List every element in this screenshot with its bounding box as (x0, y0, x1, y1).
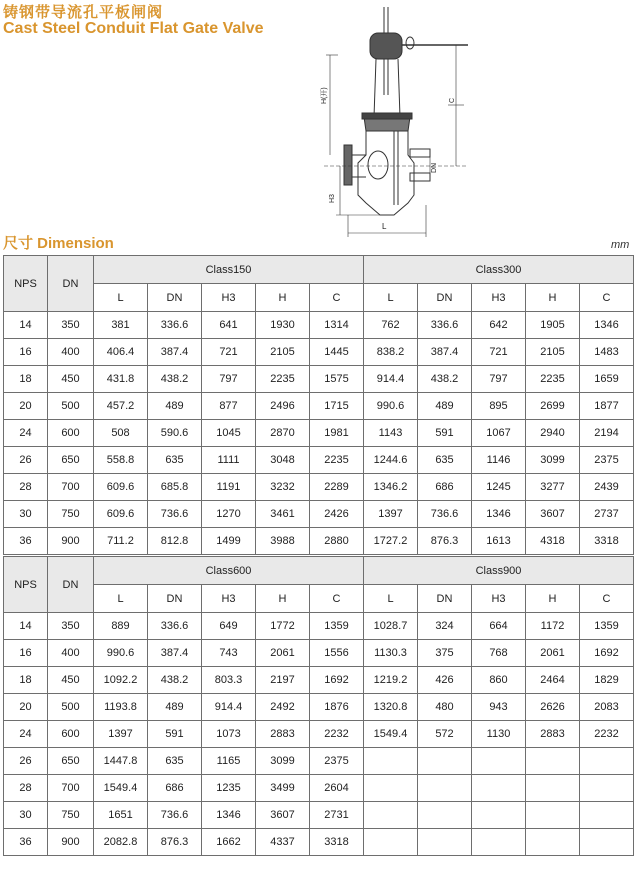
table-cell: 1111 (202, 447, 256, 474)
header-sub-dn: DN (418, 284, 472, 312)
table-cell: 591 (418, 420, 472, 447)
table-cell (580, 829, 634, 856)
header-sub-h: H (256, 284, 310, 312)
table-cell: 1549.4 (364, 721, 418, 748)
table-cell: 2940 (526, 420, 580, 447)
table-row (4, 393, 634, 420)
header-sub-l: L (364, 585, 418, 613)
table-cell: 1130.3 (364, 640, 418, 667)
table-cell: 558.8 (94, 447, 148, 474)
table-cell: 2082.8 (94, 829, 148, 856)
table-cell: 649 (202, 613, 256, 640)
table-cell: 2439 (580, 474, 634, 501)
table-cell: 2061 (526, 640, 580, 667)
table-cell: 1483 (580, 339, 634, 366)
table-cell: 889 (94, 613, 148, 640)
table-row (4, 474, 634, 501)
table-cell: 860 (472, 667, 526, 694)
table-cell: 736.6 (418, 501, 472, 528)
table-row (4, 420, 634, 447)
table-cell: 635 (148, 748, 202, 775)
table-cell: 3099 (256, 748, 310, 775)
table-cell: 336.6 (148, 312, 202, 339)
table-cell: 387.4 (148, 640, 202, 667)
table-cell (418, 748, 472, 775)
table-row (4, 640, 634, 667)
table-cell: 797 (202, 366, 256, 393)
table-row (4, 339, 634, 366)
table-cell: 2883 (526, 721, 580, 748)
header-dn: DN (48, 557, 94, 613)
table-cell: 609.6 (94, 501, 148, 528)
table-cell: 3988 (256, 528, 310, 555)
table-cell: 3499 (256, 775, 310, 802)
table-row (4, 829, 634, 856)
table-cell: 1219.2 (364, 667, 418, 694)
table-cell: 1314 (310, 312, 364, 339)
table-cell: 1445 (310, 339, 364, 366)
table-cell: 2496 (256, 393, 310, 420)
dimension-table-2 (3, 556, 634, 856)
table-cell: 721 (472, 339, 526, 366)
table-cell: 1320.8 (364, 694, 418, 721)
header-sub-c: C (580, 284, 634, 312)
table-cell (580, 748, 634, 775)
dimension-table-1 (3, 255, 634, 555)
table-cell: 16 (4, 640, 48, 667)
table-cell: 2426 (310, 501, 364, 528)
table-cell: 400 (48, 339, 94, 366)
table-cell (472, 775, 526, 802)
table-cell: 489 (418, 393, 472, 420)
header-sub-h3: H3 (472, 585, 526, 613)
table-cell: 1045 (202, 420, 256, 447)
table-cell: 743 (202, 640, 256, 667)
table-cell: 2731 (310, 802, 364, 829)
table-cell (364, 802, 418, 829)
table-cell: 686 (418, 474, 472, 501)
table-cell: 736.6 (148, 802, 202, 829)
table-cell: 28 (4, 775, 48, 802)
table-cell: 431.8 (94, 366, 148, 393)
table-cell: 3607 (256, 802, 310, 829)
table-cell: 26 (4, 447, 48, 474)
table-row (4, 501, 634, 528)
table-cell: 20 (4, 694, 48, 721)
table-cell: 895 (472, 393, 526, 420)
header-sub-l: L (94, 585, 148, 613)
table-cell: 28 (4, 474, 48, 501)
table-cell: 1397 (94, 721, 148, 748)
table-cell: 336.6 (148, 613, 202, 640)
table-cell: 2232 (310, 721, 364, 748)
table-cell: 3607 (526, 501, 580, 528)
header-sub-dn: DN (148, 585, 202, 613)
table-cell: 4318 (526, 528, 580, 555)
table-cell: 1346 (472, 501, 526, 528)
table-row (4, 721, 634, 748)
table-cell: 750 (48, 501, 94, 528)
table-cell: 2083 (580, 694, 634, 721)
table-cell (472, 802, 526, 829)
table-cell: 450 (48, 667, 94, 694)
table-cell: 876.3 (418, 528, 472, 555)
table-cell: 508 (94, 420, 148, 447)
table-cell (472, 829, 526, 856)
table-cell: 1359 (310, 613, 364, 640)
table-cell: 1659 (580, 366, 634, 393)
table-cell: 3318 (310, 829, 364, 856)
table-cell: 2289 (310, 474, 364, 501)
table-cell: 1575 (310, 366, 364, 393)
table-cell: 350 (48, 613, 94, 640)
table-cell: 18 (4, 667, 48, 694)
table-cell: 400 (48, 640, 94, 667)
table-cell: 797 (472, 366, 526, 393)
header-sub-h: H (256, 585, 310, 613)
table-cell: 572 (418, 721, 472, 748)
table-cell: 943 (472, 694, 526, 721)
label-h-open: H(开) (321, 87, 328, 104)
section-title: 尺寸 Dimension (3, 235, 114, 252)
table-cell: 1092.2 (94, 667, 148, 694)
table-cell: 500 (48, 393, 94, 420)
header-class: Class600 (94, 557, 364, 585)
table-cell (526, 802, 580, 829)
header-sub-h: H (526, 585, 580, 613)
table-cell: 480 (418, 694, 472, 721)
table-cell: 635 (148, 447, 202, 474)
table-cell: 2197 (256, 667, 310, 694)
table-cell: 685.8 (148, 474, 202, 501)
table-cell: 1235 (202, 775, 256, 802)
table-cell: 1876 (310, 694, 364, 721)
table-cell: 736.6 (148, 501, 202, 528)
table-cell: 1829 (580, 667, 634, 694)
table-cell: 1692 (580, 640, 634, 667)
table-cell: 1981 (310, 420, 364, 447)
table-cell: 2464 (526, 667, 580, 694)
table-cell: 1715 (310, 393, 364, 420)
table-cell: 2699 (526, 393, 580, 420)
table-cell: 1613 (472, 528, 526, 555)
table-cell: 686 (148, 775, 202, 802)
table-cell: 590.6 (148, 420, 202, 447)
table-cell (418, 802, 472, 829)
table-cell: 14 (4, 312, 48, 339)
table-cell: 877 (202, 393, 256, 420)
table-cell: 14 (4, 613, 48, 640)
table-cell: 1028.7 (364, 613, 418, 640)
table-cell: 381 (94, 312, 148, 339)
label-dn: DN (431, 162, 438, 173)
table-cell: 3277 (526, 474, 580, 501)
table-cell (526, 748, 580, 775)
table-cell: 914.4 (364, 366, 418, 393)
title-chinese: 铸钢带导流孔平板闸阀 (3, 3, 164, 21)
table-cell: 20 (4, 393, 48, 420)
table-row (4, 694, 634, 721)
title-english: Cast Steel Conduit Flat Gate Valve (3, 20, 264, 37)
table-cell: 2235 (256, 366, 310, 393)
header-sub-h3: H3 (202, 585, 256, 613)
table-cell: 1359 (580, 613, 634, 640)
table-cell: 1651 (94, 802, 148, 829)
valve-drawing (318, 5, 468, 250)
table-cell: 721 (202, 339, 256, 366)
table-cell: 664 (472, 613, 526, 640)
table-cell: 500 (48, 694, 94, 721)
table-cell: 762 (364, 312, 418, 339)
table-cell: 2235 (310, 447, 364, 474)
table-row (4, 802, 634, 829)
table-cell: 438.2 (148, 667, 202, 694)
table-cell: 24 (4, 420, 48, 447)
table-cell: 600 (48, 721, 94, 748)
table-row (4, 312, 634, 339)
table-cell (418, 829, 472, 856)
table-cell (364, 829, 418, 856)
table-cell: 2870 (256, 420, 310, 447)
table-cell: 700 (48, 775, 94, 802)
table-cell: 1130 (472, 721, 526, 748)
header-sub-dn: DN (148, 284, 202, 312)
table-cell: 1245 (472, 474, 526, 501)
table-cell: 2105 (526, 339, 580, 366)
table-cell: 635 (418, 447, 472, 474)
table-cell: 3461 (256, 501, 310, 528)
label-h3: H3 (329, 194, 336, 203)
header-sub-c: C (310, 284, 364, 312)
table-cell: 375 (418, 640, 472, 667)
table-cell: 2105 (256, 339, 310, 366)
table-cell: 900 (48, 829, 94, 856)
table-cell: 609.6 (94, 474, 148, 501)
table-cell: 812.8 (148, 528, 202, 555)
table-row (4, 748, 634, 775)
table-cell: 30 (4, 802, 48, 829)
table-row (4, 613, 634, 640)
table-cell: 900 (48, 528, 94, 555)
table-cell: 876.3 (148, 829, 202, 856)
table-cell: 1772 (256, 613, 310, 640)
table-cell: 18 (4, 366, 48, 393)
table-row (4, 528, 634, 555)
table-cell: 2061 (256, 640, 310, 667)
table-row (4, 667, 634, 694)
header-nps: NPS (4, 256, 48, 312)
table-cell: 3048 (256, 447, 310, 474)
table-cell: 803.3 (202, 667, 256, 694)
table-cell: 387.4 (148, 339, 202, 366)
table-cell: 1727.2 (364, 528, 418, 555)
table-cell: 1346 (580, 312, 634, 339)
table-cell: 1244.6 (364, 447, 418, 474)
table-cell: 838.2 (364, 339, 418, 366)
table-cell: 650 (48, 748, 94, 775)
header-sub-dn: DN (418, 585, 472, 613)
table-cell: 600 (48, 420, 94, 447)
table-cell: 1447.8 (94, 748, 148, 775)
table-cell: 2883 (256, 721, 310, 748)
table-cell: 1662 (202, 829, 256, 856)
header-sub-h3: H3 (202, 284, 256, 312)
table-cell: 2492 (256, 694, 310, 721)
header-class: Class300 (364, 256, 634, 284)
table-cell: 642 (472, 312, 526, 339)
table-cell: 324 (418, 613, 472, 640)
table-cell: 1930 (256, 312, 310, 339)
table-cell: 457.2 (94, 393, 148, 420)
table-row (4, 447, 634, 474)
table-cell (364, 775, 418, 802)
table-cell: 1905 (526, 312, 580, 339)
table-row (4, 775, 634, 802)
label-c: C (449, 97, 456, 103)
table-cell: 1193.8 (94, 694, 148, 721)
table-cell: 3318 (580, 528, 634, 555)
table-cell: 1692 (310, 667, 364, 694)
table-cell (580, 802, 634, 829)
header-sub-l: L (94, 284, 148, 312)
table-cell: 1346 (202, 802, 256, 829)
table-cell: 24 (4, 721, 48, 748)
table-cell: 2880 (310, 528, 364, 555)
table-cell: 914.4 (202, 694, 256, 721)
table-cell: 30 (4, 501, 48, 528)
table-cell: 26 (4, 748, 48, 775)
table-cell: 1143 (364, 420, 418, 447)
table-cell: 2737 (580, 501, 634, 528)
header-sub-h3: H3 (472, 284, 526, 312)
label-l: L (382, 222, 387, 231)
table-cell: 438.2 (148, 366, 202, 393)
table-cell: 3099 (526, 447, 580, 474)
table-cell: 768 (472, 640, 526, 667)
header-nps: NPS (4, 557, 48, 613)
table-cell: 1172 (526, 613, 580, 640)
table-cell: 336.6 (418, 312, 472, 339)
header-sub-c: C (310, 585, 364, 613)
table-cell: 591 (148, 721, 202, 748)
table-cell (472, 748, 526, 775)
table-row (4, 366, 634, 393)
header-sub-h: H (526, 284, 580, 312)
table-cell: 387.4 (418, 339, 472, 366)
table-cell: 1067 (472, 420, 526, 447)
table-cell: 426 (418, 667, 472, 694)
table-cell: 350 (48, 312, 94, 339)
table-cell: 711.2 (94, 528, 148, 555)
table-cell: 700 (48, 474, 94, 501)
table-cell: 641 (202, 312, 256, 339)
table-cell: 1556 (310, 640, 364, 667)
table-cell: 1146 (472, 447, 526, 474)
table-cell: 2235 (526, 366, 580, 393)
table-cell: 36 (4, 829, 48, 856)
table-cell: 438.2 (418, 366, 472, 393)
table-cell (526, 775, 580, 802)
header-dn: DN (48, 256, 94, 312)
table-cell: 990.6 (94, 640, 148, 667)
table-cell: 16 (4, 339, 48, 366)
table-cell: 1549.4 (94, 775, 148, 802)
table-cell (580, 775, 634, 802)
table-cell: 2626 (526, 694, 580, 721)
header-class: Class150 (94, 256, 364, 284)
header-sub-c: C (580, 585, 634, 613)
table-cell: 1270 (202, 501, 256, 528)
table-cell: 750 (48, 802, 94, 829)
table-cell: 1165 (202, 748, 256, 775)
table-cell: 1397 (364, 501, 418, 528)
table-cell: 990.6 (364, 393, 418, 420)
table-cell: 489 (148, 393, 202, 420)
table-cell: 4337 (256, 829, 310, 856)
table-cell: 2604 (310, 775, 364, 802)
table-cell: 406.4 (94, 339, 148, 366)
table-cell (526, 829, 580, 856)
table-cell: 2375 (580, 447, 634, 474)
table-cell: 450 (48, 366, 94, 393)
unit-label: mm (611, 239, 630, 251)
table-cell: 2232 (580, 721, 634, 748)
table-cell: 36 (4, 528, 48, 555)
table-cell: 1499 (202, 528, 256, 555)
table-cell: 1877 (580, 393, 634, 420)
table-cell: 489 (148, 694, 202, 721)
table-cell: 3232 (256, 474, 310, 501)
table-cell: 1346.2 (364, 474, 418, 501)
header-class: Class900 (364, 557, 634, 585)
table-cell: 1191 (202, 474, 256, 501)
table-cell (364, 748, 418, 775)
table-cell (418, 775, 472, 802)
table-cell: 2194 (580, 420, 634, 447)
table-cell: 2375 (310, 748, 364, 775)
header-sub-l: L (364, 284, 418, 312)
table-cell: 650 (48, 447, 94, 474)
table-cell: 1073 (202, 721, 256, 748)
